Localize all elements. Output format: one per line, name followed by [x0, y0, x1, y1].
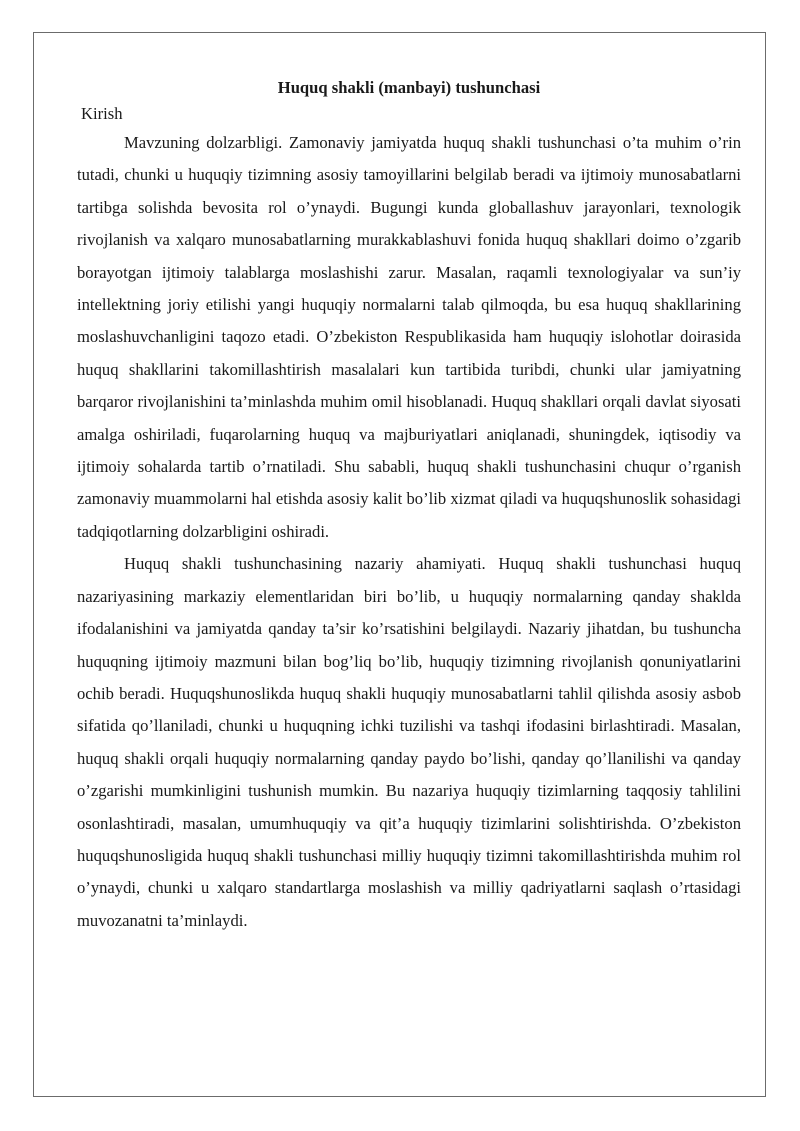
- paragraph-relevance: Mavzuning dolzarbligi. Zamonaviy jamiyatda huquq shakli tushunchasi o’ta muhim o’rin tutadi, chunki u huquqiy tizimning asosiy tamoyillarini belgilab beradi va ijtimoiy munosabatlarni tartibga solishda bevosita rol o’ynaydi. Bugungi kunda globallashuv jarayonlari, texnologik rivojlanish va xalqaro munosabatlarning murakkablashuvi fonida huquq shakllari doimo o’zgarib borayotgan ijtimoiy talablarga moslashishi zarur. Masalan, raqamli texnologiyalar va sun’iy intellektning joriy etilishi yangi huquqiy normalarni talab qilmoqda, bu esa huquq shakllarining moslashuvchanligini taqozo etadi. O’zbekiston Respublikasida ham huquqiy islohotlar doirasida huquq shakllarini takomillashtirish masalalari kun tartibida turibdi, chunki ular jamiyatning barqaror rivojlanishini ta’minlashda muhim omil hisoblanadi. Huquq shakllari orqali davlat siyosati amalga oshiriladi, fuqarolarning huquq va majburiyatlari aniqlanadi, shuningdek, iqtisodiy va ijtimoiy sohalarda tartib o’rnatiladi. Shu sababli, huquq shakli tushunchasini chuqur o’rganish zamonaviy muammolarni hal etishda asosiy kalit bo’lib xizmat qiladi va huquqshunoslik sohasidagi tadqiqotlarning dolzarbligini oshiradi.: [77, 133, 741, 541]
- section-heading: Kirish: [81, 104, 123, 123]
- document-body: [77, 75, 741, 937]
- document-title: Huquq shakli (manbayi) tushunchasi: [277, 78, 541, 97]
- paragraph-theoretical-significance: Huquq shakli tushunchasining nazariy ahamiyati. Huquq shakli tushunchasi huquq nazariyasining markaziy elementlaridan biri bo’lib, u huquqiy normalarning qanday shaklda ifodalanishini va jamiyatda qanday ta’sir ko’rsatishini belgilaydi. Nazariy jihatdan, bu tushuncha huquqning ijtimoiy mazmuni bilan bog’liq bo’lib, huquqiy tizimning rivojlanish qonuniyatlarini ochib beradi. Huquqshunoslikda huquq shakli huquqiy munosabatlarni tahlil qilishda asosiy asbob sifatida qo’llaniladi, chunki u huquqning ichki tuzilishi va tashqi ifodasini birlashtiradi. Masalan, huquq shakli orqali huquqiy normalarning qanday paydo bo’lishi, qanday qo’llanilishi va qanday o’zgarishi mumkinligini tushunish mumkin. Bu nazariya huquqiy tizimlarning taqqosiy tahlilini osonlashtiradi, masalan, umumhuquqiy va qit’a huquqiy tizimlarini solishtirishda. O’zbekiston huquqshunosligida huquq shakli tushunchasi milliy huquqiy tizimni takomillashtirishda muhim rol o’ynaydi, chunki u xalqaro standartlarga moslashish va milliy qadriyatlarni saqlash o’rtasidagi muvozanatni ta’minlaydi.: [77, 554, 741, 930]
